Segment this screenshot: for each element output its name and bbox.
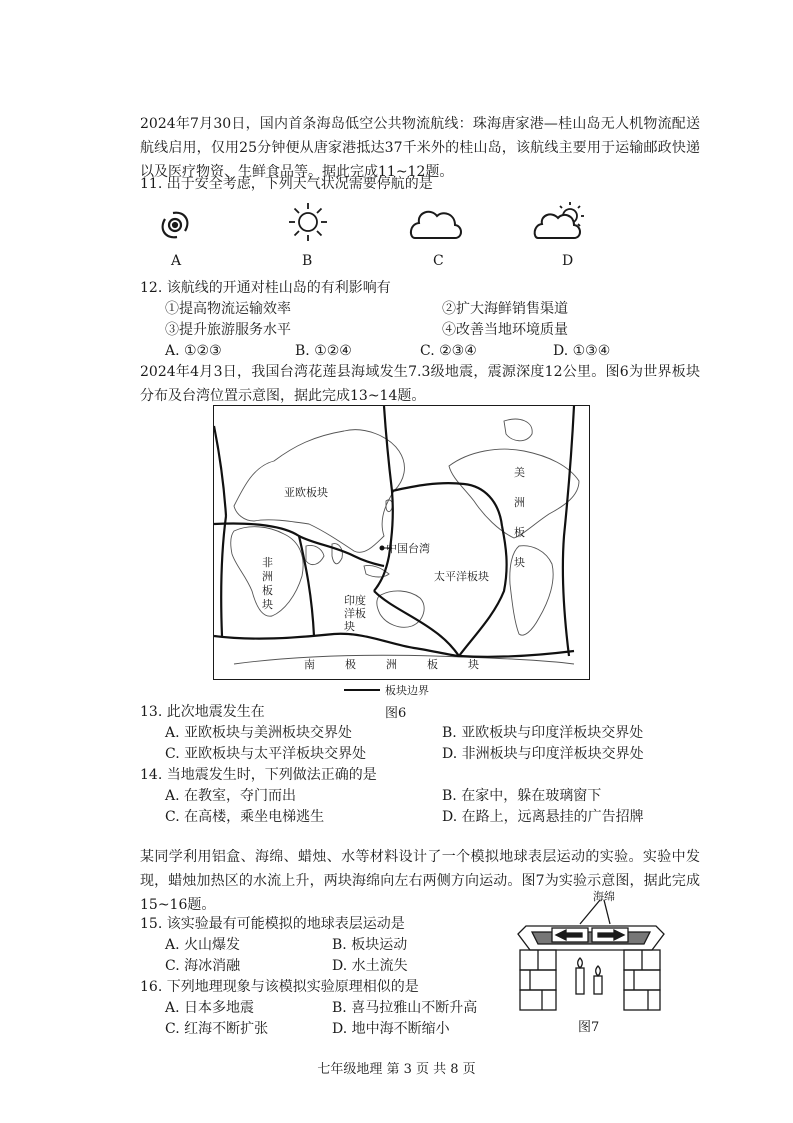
map-label-africa: 非洲板块 [262,556,273,611]
q12-item-4: ④改善当地环境质量 [442,322,568,338]
intro-paragraph-1: 2024年7月30日，国内首条海岛低空公共物流航线：珠海唐家港—桂山岛无人机物流配送航线启用，仅用25分钟便从唐家港抵达37千米外的桂山岛，该航线主要用于运输邮政快递以及医疗物资、生鲜食品等。据此完成11~12题。 [140,116,700,180]
q15-option-c: C. 海冰消融 [165,958,241,974]
q12-option-a: A. ①②③ [165,343,222,359]
sponge-label: 海绵 [593,890,615,903]
intro-paragraph-2: 2024年4月3日，我国台湾花莲县海域发生7.3级地震，震源深度12公里。图6为世界板块分布及台湾位置示意图，据此完成13~14题。 [140,364,700,404]
question-13-stem: 13. 此次地震发生在 [140,704,265,720]
map-label-america: 美洲板块 [514,466,525,569]
q14-option-a: A. 在教室，夺门而出 [165,788,297,804]
q12-option-c: C. ②③④ [420,343,477,359]
question-16-stem: 16. 下列地理现象与该模拟实验原理相似的是 [140,979,419,995]
q12-option-d: D. ①③④ [553,343,611,359]
q12-item-1: ①提高物流运输效率 [165,301,291,317]
q16-option-c: C. 红海不断扩张 [165,1021,269,1037]
sunny-icon [289,203,327,241]
q13-option-c: C. 亚欧板块与太平洋板块交界处 [165,746,367,762]
q12-option-b: B. ①②④ [295,343,352,359]
q13-option-d: D. 非洲板块与印度洋板块交界处 [442,746,644,762]
map-label-indian-ocean: 印度洋板块 [344,594,366,633]
option-label-d: D [562,253,574,269]
q16-option-a: A. 日本多地震 [165,1000,255,1016]
question-12-stem: 12. 该航线的开通对桂山岛的有利影响有 [140,280,391,296]
option-label-a: A [171,253,182,269]
q14-option-d: D. 在路上，远离悬挂的广告招牌 [442,809,644,825]
option-label-c: C [433,253,444,269]
page-footer: 七年级地理 第 3 页 共 8 页 [317,1062,476,1077]
map-label-eurasia: 亚欧板块 [284,486,328,499]
legend-line [344,689,380,691]
q12-item-3: ③提升旅游服务水平 [165,322,291,338]
experiment-illustration [512,898,670,1016]
intro-paragraph-3: 某同学利用铝盒、海绵、蜡烛、水等材料设计了一个模拟地球表层运动的实验。实验中发现，蜡烛加热区的水流上升，两块海绵向左右两侧方向运动。图7为实验示意图，据此完成15~16题。 [140,849,700,913]
figure-7-caption: 图7 [578,1020,600,1035]
q14-option-b: B. 在家中，躲在玻璃窗下 [442,788,602,804]
map-label-taiwan: 中国台湾 [386,542,430,555]
map-label-antarctic: 南极洲板块 [304,658,509,671]
typhoon-icon [163,213,188,238]
question-15-stem: 15. 该实验最有可能模拟的地球表层运动是 [140,916,405,932]
q12-item-2: ②扩大海鲜销售渠道 [442,301,568,317]
q15-option-b: B. 板块运动 [332,937,408,953]
partly-cloudy-icon [535,202,584,238]
map-label-pacific: 太平洋板块 [434,570,489,583]
cloudy-icon [411,212,461,238]
q13-option-a: A. 亚欧板块与美洲板块交界处 [165,725,353,741]
weather-icons-row [155,200,595,250]
map-legend: 板块边界 [385,684,429,697]
q16-option-b: B. 喜马拉雅山不断升高 [332,1000,478,1016]
q15-option-a: A. 火山爆发 [165,937,241,953]
q16-option-d: D. 地中海不断缩小 [332,1021,450,1037]
q14-option-c: C. 在高楼，乘坐电梯逃生 [165,809,325,825]
question-14-stem: 14. 当地震发生时，下列做法正确的是 [140,767,377,783]
figure-6-caption: 图6 [385,706,407,721]
q15-option-d: D. 水土流失 [332,958,408,974]
option-label-b: B [302,253,313,269]
world-plate-map [213,405,590,680]
question-11-stem: 11. 出于安全考虑，下列天气状况需要停航的是 [140,176,433,192]
q13-option-b: B. 亚欧板块与印度洋板块交界处 [442,725,644,741]
